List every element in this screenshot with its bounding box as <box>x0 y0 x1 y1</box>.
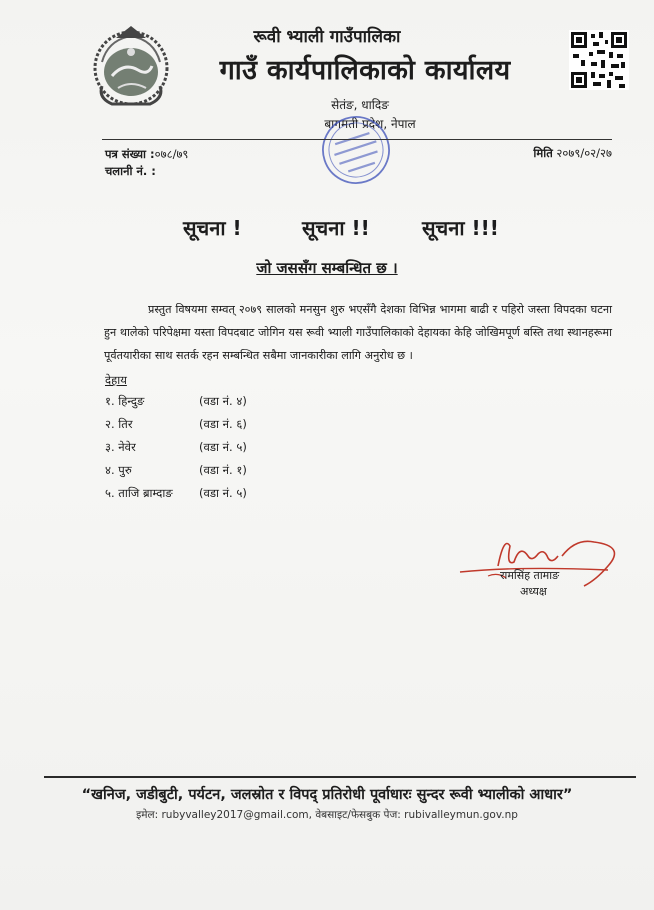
notice-heading-1: सूचना ! <box>183 216 242 240</box>
list-item <box>105 394 279 417</box>
list-item <box>105 440 279 463</box>
ward-number: (वडा नं. ६) <box>199 417 247 431</box>
list-item <box>105 463 279 486</box>
address-line-2: बागमती प्रदेश, नेपाल <box>324 117 416 131</box>
date-label: मिति <box>533 146 553 160</box>
ref-value: ०७८/७९ <box>154 147 189 161</box>
reference-block <box>105 146 188 180</box>
list-item <box>105 486 279 509</box>
ward-number: (वडा नं. ५) <box>199 486 247 500</box>
notice-paragraph: प्रस्तुत विषयमा सम्वत् २०७९ सालको मनसुन शुरु भएसँगै देशका विभिन्न भागमा बाढी र पहिरो जस्ता विपदका घटना हुन थालेको परिपेक्षमा यस्ता विपदबाट जोगिन यस रूवी भ्याली गाउँपालिकाको देहायका केहि जोखिमपूर्ण बस्ति तथा स्थानहरूमा पूर्वतयारीका साथ सतर्क रहन सम्बन्धित सबैमा जानकारीका लागि अनुरोध छ । <box>104 303 612 362</box>
ward-number: (वडा नं. १) <box>199 463 247 477</box>
notice-heading-2: सूचना !! <box>302 216 370 240</box>
notice-subject <box>0 258 654 278</box>
location-list <box>105 394 279 509</box>
location-name: ५. ताजि ब्राम्दाङ <box>105 486 173 500</box>
signatory-name: रामसिंह तामाङ <box>500 569 560 582</box>
ward-number: (वडा नं. ५) <box>199 440 247 454</box>
location-name: २. तिर <box>105 417 133 431</box>
location-name: १. हिन्दुङ <box>105 394 145 408</box>
footer-contact: इमेल: rubyvalley2017@gmail.com, वेबसाइट/फेसबुक पेज: rubivalleymun.gov.np <box>136 809 518 821</box>
location-name: ३. नेवेर <box>105 440 136 454</box>
address-line-1: सेतंङ, धादिङ <box>331 98 389 112</box>
list-title: देहाय <box>105 373 127 387</box>
footer-divider <box>44 776 636 778</box>
footer-motto: “खनिज, जडीबुटी, पर्यटन, जलस्रोत र विपद् प्रतिरोधी पूर्वाधारः सुन्दर रूवी भ्यालीको आधार” <box>81 787 573 803</box>
municipality-name: रूवी भ्याली गाउँपालिका <box>253 27 401 47</box>
dispatch-label: चलानी नं. : <box>105 164 156 178</box>
signatory-title: अध्यक्ष <box>520 585 547 598</box>
location-name: ४. पुरु <box>105 463 132 477</box>
date-value: २०७९/०२/२७ <box>556 146 612 160</box>
date-block <box>533 146 612 161</box>
header-divider <box>102 139 612 140</box>
notice-heading-3: सूचना !!! <box>422 216 499 240</box>
office-title: गाउँ कार्यपालिकाको कार्यालय <box>219 55 511 86</box>
ward-number: (वडा नं. ४) <box>199 394 247 408</box>
official-stamp-icon <box>302 108 410 192</box>
list-item <box>105 417 279 440</box>
subject-text: जो जससँग सम्बन्धित छ । <box>256 259 398 277</box>
ref-label: पत्र संख्या : <box>105 147 155 161</box>
